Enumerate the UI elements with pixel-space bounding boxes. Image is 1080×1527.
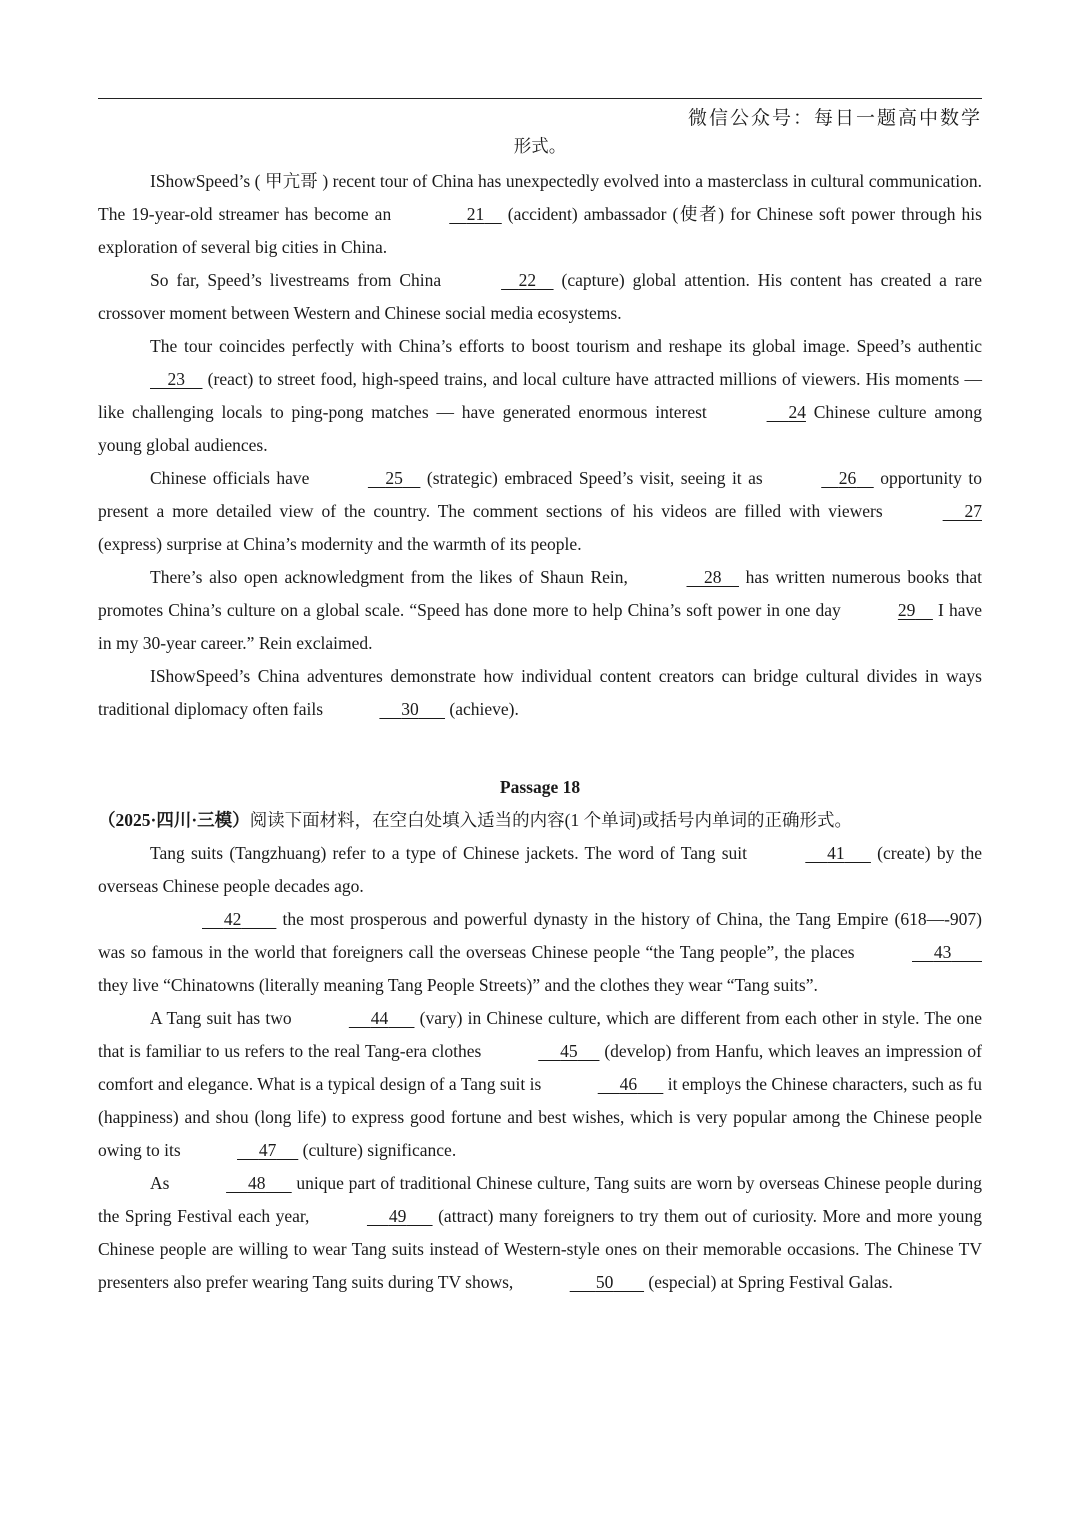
answer-blank: 41 [827, 843, 845, 863]
answer-blank: 50 [595, 1272, 614, 1292]
source-label: （2025·四川·三模） [98, 810, 250, 830]
answer-blank: 49 [388, 1206, 407, 1226]
paragraph: There’s also open acknowledgment from the likes of Shaun Rein, 28 has written numerous books that promotes China’s culture on a global scale. “Speed has done more to help China’s soft power in one day 29 I have in my 30-year career.” Rein exclaimed. [98, 561, 982, 660]
answer-blank: 25 [385, 468, 403, 488]
answer-blank: 27 [964, 501, 982, 521]
answer-blank: 47 [258, 1140, 277, 1160]
answer-blank: 46 [619, 1074, 638, 1094]
answer-blank: 21 [466, 204, 485, 224]
answer-blank: 22 [518, 270, 537, 290]
paragraph: IShowSpeed’s China adventures demonstrate how individual content creators can bridge cultural divides in ways traditional diplomacy often fails 30 (achieve). [98, 660, 982, 726]
answer-blank: 24 [788, 402, 806, 422]
paragraph: A Tang suit has two 44 (vary) in Chinese culture, which are different from each other in style. The one that is familiar to us refers to the real Tang-era clothes 45 (develop) from Hanfu, which leaves an impression of comfort and elegance. What is a typical design of a Tang suit is 46 it employs the Chinese characters, such as fu (happiness) and shou (long life) to express good fortune and best wishes, which is very popular among the Chinese people owing to its 47 (culture) significance. [98, 1002, 982, 1167]
answer-blank: 30 [401, 699, 419, 719]
paragraph: So far, Speed’s livestreams from China 22 (capture) global attention. His content has created a rare crossover moment between Western and Chinese social media ecosystems. [98, 264, 982, 330]
answer-blank: 48 [247, 1173, 266, 1193]
answer-blank: 23 [167, 369, 185, 389]
answer-blank: 44 [370, 1008, 389, 1028]
instruction: （2025·四川·三模）阅读下面材料，在空白处填入适当的内容(1 个单词)或括号内单词的正确形式。 [98, 810, 852, 830]
paragraph: 42 the most prosperous and powerful dynasty in the history of China, the Tang Empire (618—-907) was so famous in the world that foreigners call the overseas Chinese people “the Tang people”, the places 43 they live “Chinatowns (literally meaning Tang People Streets)” and the clothes they wear “Tang suits”. [98, 903, 982, 1002]
header-text: 微信公众号：每日一题高中数学 [687, 108, 982, 129]
header-rule [98, 98, 982, 99]
paragraph: The tour coincides perfectly with China’s efforts to boost tourism and reshape its global image. Speed’s authentic 23 (react) to street food, high-speed trains, and local culture have attracted millions of viewers. His moments — like challenging locals to ping-pong matches — have generated enormous interest 24 Chinese culture among young global audiences. [98, 336, 982, 455]
answer-blank: 28 [704, 567, 722, 587]
answer-blank: 26 [838, 468, 857, 488]
paragraph: IShowSpeed’s ( 甲亢哥 ) recent tour of China has unexpectedly evolved into a masterclass in cultural communication. The 19-year-old streamer has become an 21 (accident) ambassador (使者) for Chinese soft power through his exploration of several big cities in China. [98, 171, 982, 257]
document-body [98, 165, 982, 1299]
paragraph: Tang suits (Tangzhuang) refer to a type of Chinese jackets. The word of Tang suit 41 (create) by the overseas Chinese people decades ago. [98, 837, 982, 903]
paragraph: As 48 unique part of traditional Chinese culture, Tang suits are worn by overseas Chinese people during the Spring Festival each year, 49 (attract) many foreigners to try them out of curiosity. More and more young Chinese people are willing to wear Tang suits instead of Western-style ones on their memorable occasions. The Chinese TV presenters also prefer wearing Tang suits during TV shows, 50 (especial) at Spring Festival Galas. [98, 1167, 982, 1299]
answer-blank: 42 [223, 909, 242, 929]
answer-blank: 43 [933, 942, 952, 962]
answer-blank: 45 [560, 1041, 578, 1061]
passage-title: Passage 18 [499, 777, 581, 797]
paragraph: Chinese officials have 25 (strategic) embraced Speed’s visit, seeing it as 26 opportunity to present a more detailed view of the country. The comment sections of his videos are filled with viewers 27 (express) surprise at China’s modernity and the warmth of its people. [98, 462, 982, 561]
answer-blank: 29 [897, 600, 916, 620]
continuation-text: 形式。 [513, 136, 567, 156]
